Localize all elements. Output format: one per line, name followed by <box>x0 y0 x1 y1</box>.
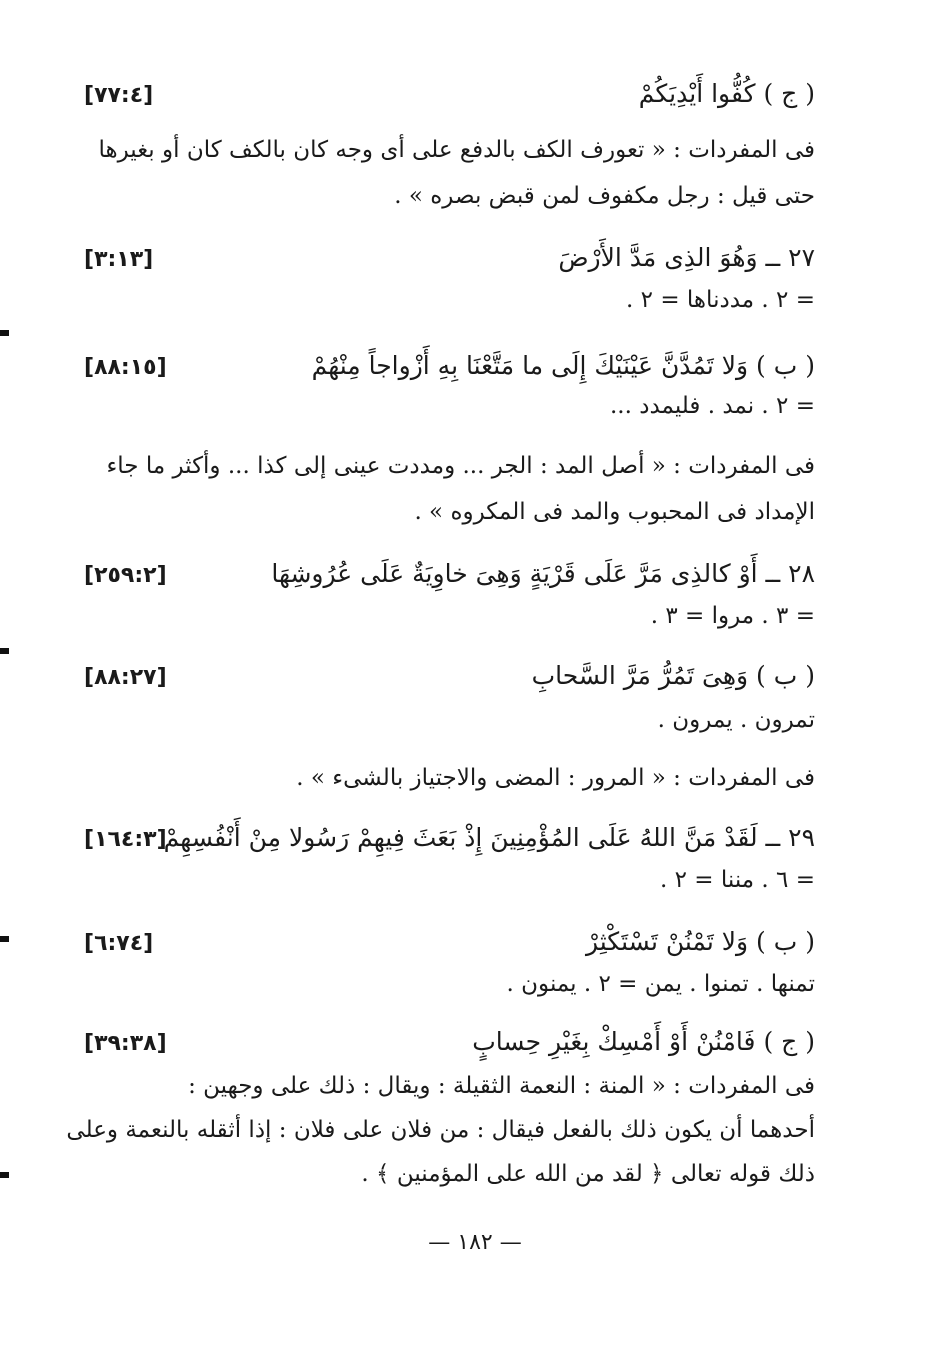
verse-line: ( ب ) وَلا تَمْنُنْ تَسْتَكْثِرْ <box>585 927 815 956</box>
commentary-line: الإمداد فى المحبوب والمد فى المكروه » . <box>414 499 815 525</box>
verse-line: ( ب ) وَلا تَمُدَّنَّ عَيْنَيْكَ إِلَى ما مَتَّعْنَا بِهِ أَزْواجاً مِنْهُمْ <box>311 351 815 380</box>
occurrence-line: تمنها . تمنوا . يمن = ٢ . يمنون . <box>506 971 815 997</box>
occurrence-line: = ٢ . مددناها = ٢ . <box>626 287 815 313</box>
verse-line: ( ج ) فَامْنُنْ أَوْ أَمْسِكْ بِغَيْرِ حِسابٍ <box>472 1027 815 1056</box>
commentary-line: فى المفردات : « تعورف الكف بالدفع على أى وجه كان بالكف كان أو بغيرها <box>98 137 815 163</box>
verse-line: ٢٧ ــ وَهُوَ الذِى مَدَّ الأَرْضَ <box>558 243 815 272</box>
scan-edge-mark <box>0 648 9 654</box>
commentary-line: أحدهما أن يكون ذلك بالفعل فيقال : من فلان على فلان : إذا أثقله بالنعمة وعلى <box>66 1117 815 1143</box>
page-number: — ١٨٢ — <box>428 1230 522 1255</box>
verse-line: ٢٨ ــ أَوْ كالذِى مَرَّ عَلَى قَرْيَةٍ وَهِىَ خاوِيَةٌ عَلَى عُرُوشِهَا <box>271 559 815 588</box>
verse-reference: [٦:٧٤] <box>84 931 154 956</box>
occurrence-line: = ٦ . مننا = ٢ . <box>660 867 815 893</box>
occurrence-line: = ٣ . مروا = ٣ . <box>650 603 815 629</box>
occurrence-line: = ٢ . نمد . فليمدد ... <box>610 393 815 419</box>
scan-edge-mark <box>0 936 9 942</box>
scan-edge-mark <box>0 1172 9 1178</box>
commentary-line: حتى قيل : رجل مكفوف لمن قبض بصره » . <box>394 183 815 209</box>
verse-reference: [٣:١٣] <box>84 247 154 272</box>
commentary-line: فى المفردات : « أصل المد : الجر ... ومددت عينى إلى كذا ... وأكثر ما جاء <box>106 453 815 479</box>
verse-reference: [٨٨:١٥] <box>84 355 167 380</box>
scan-edge-mark <box>0 330 9 336</box>
verse-reference: [٣٩:٣٨] <box>84 1031 167 1056</box>
verse-reference: [١٦٤:٣] <box>84 827 167 852</box>
verse-reference: [٢٥٩:٢] <box>84 563 167 588</box>
verse-reference: [٧٧:٤] <box>84 83 154 108</box>
verse-line: ٢٩ ــ لَقَدْ مَنَّ اللهُ عَلَى المُؤْمِنِينَ إِذْ بَعَثَ فِيهِمْ رَسُولا مِنْ أَنْفُسِهِمْ <box>163 823 815 852</box>
commentary-line: فى المفردات : « المنة : النعمة الثقيلة : ويقال : ذلك على وجهين : <box>188 1073 815 1099</box>
occurrence-line: تمرون . يمرون . <box>657 707 815 733</box>
verse-line: ( ج ) كُفُّوا أَيْدِيَكُمْ <box>638 79 815 108</box>
commentary-line: فى المفردات : « المرور : المضى والاجتياز بالشىء » . <box>296 765 815 791</box>
commentary-line: ذلك قوله تعالى ﴿ لقد من الله على المؤمنين ﴾ . <box>361 1161 815 1187</box>
verse-reference: [٨٨:٢٧] <box>84 665 167 690</box>
verse-line: ( ب ) وَهِىَ تَمُرُّ مَرَّ السَّحابِ <box>531 661 815 690</box>
